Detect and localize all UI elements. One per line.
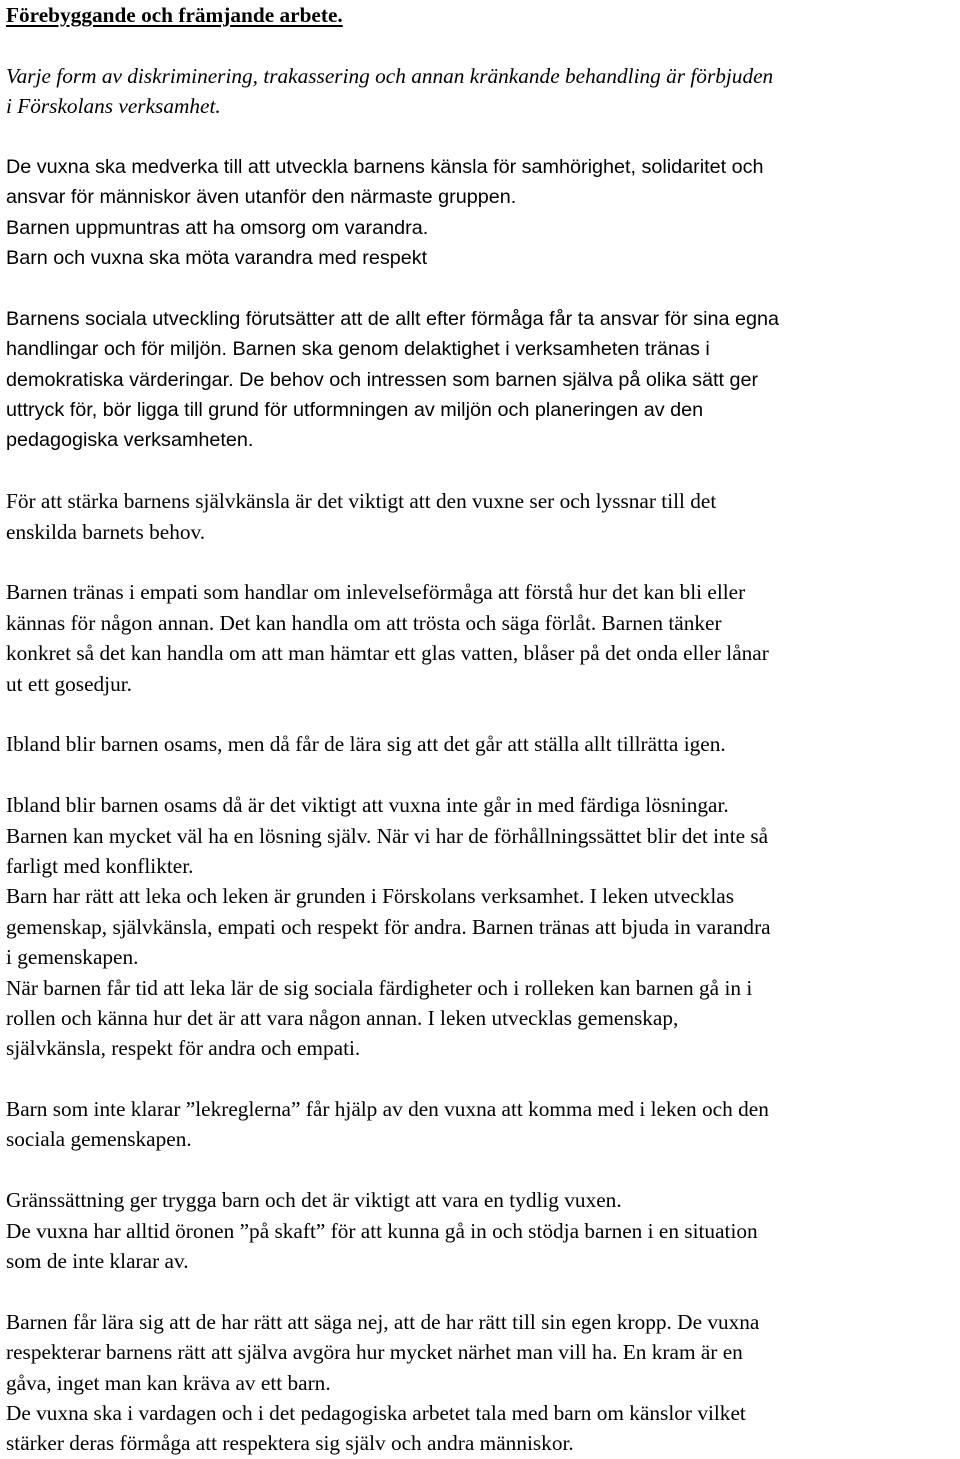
spacer xyxy=(6,699,952,729)
spacer xyxy=(6,547,952,577)
text-line: farligt med konflikter. xyxy=(6,853,194,878)
text-line: gåva, inget man kan kräva av ett barn. xyxy=(6,1370,331,1395)
paragraph-self-esteem xyxy=(6,486,952,547)
paragraph-play-rules xyxy=(6,1094,952,1155)
text-line: enskilda barnets behov. xyxy=(6,519,206,544)
text-line: Ibland blir barnen osams då är det viktigt att vuxna inte går in med färdiga lösningar. xyxy=(6,793,729,818)
paragraph-integrity xyxy=(6,1307,952,1459)
intro-paragraph xyxy=(6,61,952,122)
text-line: som de inte klarar av. xyxy=(6,1249,189,1274)
text-line: pedagogiska verksamheten. xyxy=(6,429,254,452)
text-line: Barnen får lära sig att de har rätt att säga nej, att de har rätt till sin egen kropp. De vuxna xyxy=(6,1309,760,1334)
spacer xyxy=(6,760,952,790)
text-line: När barnen får tid att leka lär de sig sociala färdigheter och i rolleken kan barnen gå in i xyxy=(6,975,753,1000)
text-line: Ibland blir barnen osams, men då får de lära sig att det går att ställa allt tillrätta igen. xyxy=(6,732,726,757)
text-line: Barnens sociala utveckling förutsätter att de allt efter förmåga får ta ansvar för sina egna xyxy=(6,307,779,330)
text-line: handlingar och för miljön. Barnen ska genom delaktighet i verksamheten tränas i xyxy=(6,338,710,361)
spacer xyxy=(6,274,952,304)
text-line: kännas för någon annan. Det kan handla om att trösta och säga förlåt. Barnen tänker xyxy=(6,610,722,635)
text-line: respekterar barnens rätt att själva avgöra hur mycket närhet man vill ha. En kram är en xyxy=(6,1340,743,1365)
values-section xyxy=(6,152,952,274)
text-line: i gemenskapen. xyxy=(6,945,139,970)
paragraph-boundaries xyxy=(6,1185,952,1276)
text-line: Barn som inte klarar ”lekreglerna” får hjälp av den vuxna att komma med i leken och den xyxy=(6,1097,769,1122)
spacer xyxy=(6,1276,952,1306)
text-line: Varje form av diskriminering, trakassering och annan kränkande behandling är förbjuden xyxy=(6,63,774,88)
text-line: De vuxna ska i vardagen och i det pedagogiska arbetet tala med barn om känslor vilket xyxy=(6,1400,746,1425)
text-line: Barn och vuxna ska möta varandra med respekt xyxy=(6,247,428,270)
text-line: ansvar för människor även utanför den närmaste gruppen. xyxy=(6,186,517,209)
paragraph-empathy xyxy=(6,577,952,699)
spacer xyxy=(6,122,952,152)
text-line: uttryck för, bör ligga till grund för utformningen av miljön och planeringen av den xyxy=(6,399,704,422)
text-line: självkänsla, respekt för andra och empati. xyxy=(6,1036,361,1061)
text-line: Barnen tränas i empati som handlar om inlevelseförmåga att förstå hur det kan bli eller xyxy=(6,580,746,605)
document-title: Förebyggande och främjande arbete. xyxy=(6,3,343,27)
spacer xyxy=(6,30,952,60)
text-line: gemenskap, självkänsla, empati och respekt för andra. Barnen tränas att bjuda in varandra xyxy=(6,914,771,939)
paragraph-conflicts xyxy=(6,729,952,759)
document-page xyxy=(6,0,952,1459)
text-line: För att stärka barnens självkänsla är det viktigt att den vuxne ser och lyssnar till det xyxy=(6,489,717,514)
text-line: Gränssättning ger trygga barn och det är viktigt att vara en tydlig vuxen. xyxy=(6,1188,622,1213)
text-line: De vuxna ska medverka till att utveckla barnens känsla för samhörighet, solidaritet och xyxy=(6,155,764,178)
spacer xyxy=(6,1064,952,1094)
text-line: Barn har rätt att leka och leken är grunden i Förskolans verksamhet. I leken utvecklas xyxy=(6,884,734,909)
spacer xyxy=(6,1155,952,1185)
text-line: De vuxna har alltid öronen ”på skaft” för att kunna gå in och stödja barnen i en situation xyxy=(6,1218,758,1243)
text-line: konkret så det kan handla om att man hämtar ett glas vatten, blåser på det onda eller lånar xyxy=(6,641,769,666)
text-line: Barnen kan mycket väl ha en lösning själv. När vi har de förhållningssättet blir det inte så xyxy=(6,823,769,848)
paragraph-social-development xyxy=(6,304,952,456)
text-line: sociala gemenskapen. xyxy=(6,1127,192,1152)
spacer xyxy=(6,456,952,486)
paragraph-play xyxy=(6,790,952,1064)
text-line: demokratiska värderingar. De behov och intressen som barnen själva på olika sätt ger xyxy=(6,368,759,391)
text-line: rollen och känna hur det är att vara någon annan. I leken utvecklas gemenskap, xyxy=(6,1005,679,1030)
text-line: Barnen uppmuntras att ha omsorg om varandra. xyxy=(6,216,429,239)
text-line: i Förskolans verksamhet. xyxy=(6,94,221,119)
text-line: ut ett gosedjur. xyxy=(6,671,132,696)
text-line: stärker deras förmåga att respektera sig själv och andra människor. xyxy=(6,1431,574,1456)
